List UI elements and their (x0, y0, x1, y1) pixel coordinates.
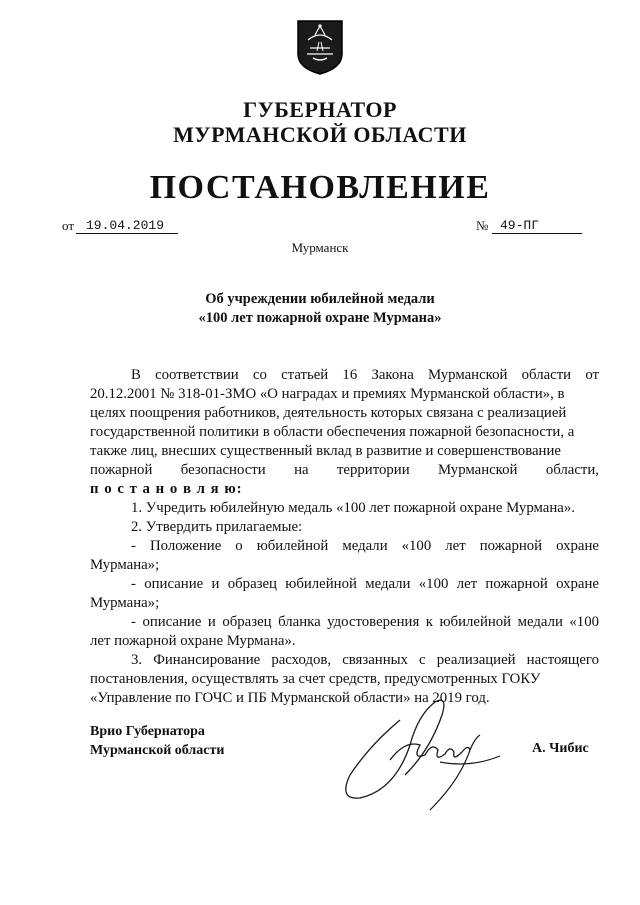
body-line: государственной политики в области обеспечения пожарной безопасности, а (90, 424, 575, 440)
resolution-word: п о с т а н о в л я ю: (90, 481, 243, 497)
document-number: 49-ПГ (492, 218, 582, 234)
document-type-title: ПОСТАНОВЛЕНИЕ (149, 169, 491, 206)
body-line: 20.12.2001 № 318-01-ЗМО «О наградах и премиях Мурманской области», в (90, 386, 565, 402)
document-subject (0, 290, 640, 328)
body-line: Мурмана»; (90, 557, 160, 573)
coat-of-arms-icon (295, 18, 345, 76)
signatory-title (90, 722, 224, 760)
subject-line: Об учреждении юбилейной медали (205, 291, 435, 307)
body-line: В соответствии со статьей 16 Закона Мурманской области от (131, 367, 599, 383)
body-line: постановления, осуществлять за счет средств, предусмотренных ГОКУ (90, 671, 541, 687)
subject-line: «100 лет пожарной охране Мурмана» (198, 310, 442, 326)
body-line: 1. Учредить юбилейную медаль «100 лет пожарной охране Мурмана». (131, 500, 575, 516)
body-line: также лиц, внесших существенный вклад в развитие и совершенствование (90, 443, 561, 459)
body-line: 3. Финансирование расходов, связанных с реализацией настоящего (131, 652, 599, 668)
body-line: - описание и образец юбилейной медали «100 лет пожарной охране (131, 576, 599, 592)
body-line: лет пожарной охране Мурмана». (90, 633, 296, 649)
date-prefix: от (62, 218, 75, 233)
document-date: 19.04.2019 (76, 218, 178, 234)
header-title-line1: ГУБЕРНАТОР (243, 97, 397, 122)
header-title-line2: МУРМАНСКОЙ ОБЛАСТИ (173, 122, 467, 147)
signatory-title-line: Мурманской области (90, 743, 225, 758)
body-line: Мурмана»; (90, 595, 160, 611)
body-line: пожарной безопасности на территории Мурманской области, (90, 462, 599, 478)
body-line: - Положение о юбилейной медали «100 лет пожарной охране (131, 538, 599, 554)
number-prefix: № (476, 218, 489, 233)
city-name: Мурманск (291, 240, 349, 255)
body-line: целях поощрения работников, деятельность которых связана с реализацией (90, 405, 567, 421)
body-line: 2. Утвердить прилагаемые: (131, 519, 303, 535)
handwritten-signature (330, 690, 515, 825)
signatory-title-line: Врио Губернатора (90, 724, 205, 739)
body-line: «Управление по ГОЧС и ПБ Мурманской области» на 2019 год. (90, 690, 490, 706)
body-line: - описание и образец бланка удостоверения к юбилейной медали «100 (131, 614, 599, 630)
signatory-name: А. Чибис (532, 741, 589, 756)
